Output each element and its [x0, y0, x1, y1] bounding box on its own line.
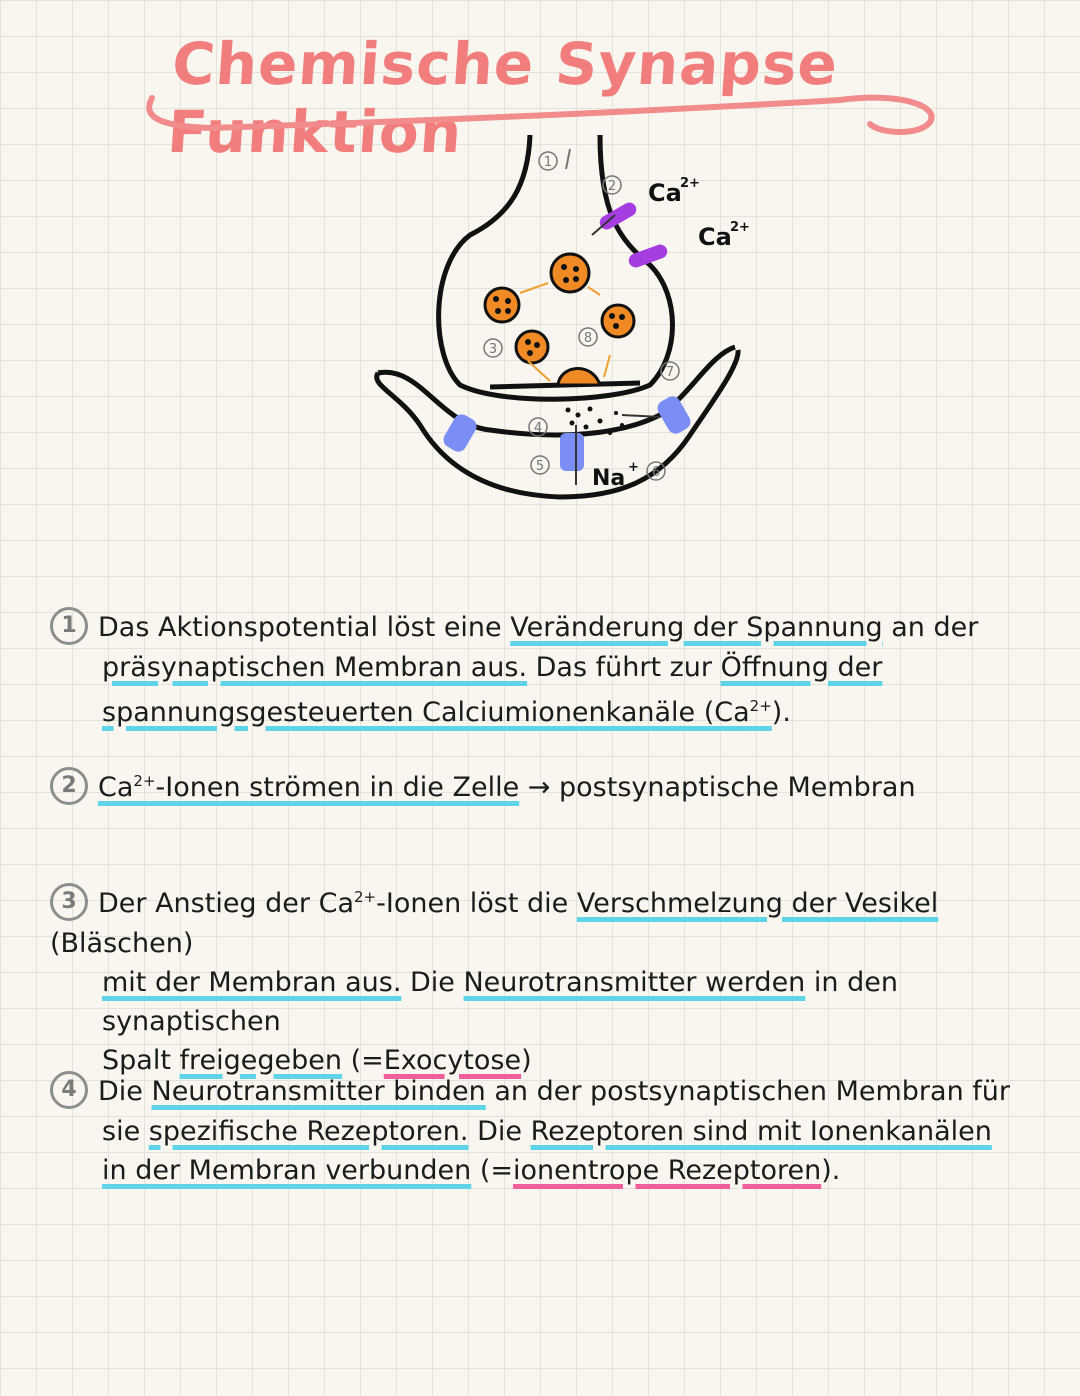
note-2 [50, 762, 1010, 808]
step-number-8: 8 [583, 331, 593, 346]
ca-charge-1: 2+ [680, 176, 700, 191]
note-4-term-ionotrop: ionentrope Rezeptoren [512, 1154, 822, 1186]
note-3-term-exocytose: Exocytose [383, 1044, 522, 1076]
note-3-text-a: Der Anstieg der $Ca^{2+}$-Ionen löst die [98, 888, 577, 919]
note-1-highlight-a: Veränderung der Spannung [510, 612, 883, 643]
note-3-text-d: in den synaptischen [102, 966, 898, 1037]
step-number-5: 5 [535, 459, 545, 474]
synapse-diagram [360, 125, 780, 515]
note-3-highlight-c: Neurotransmitter werden [463, 966, 806, 998]
note-3-text-f: (= [342, 1044, 384, 1076]
note-2-text: → postsynaptische Membran [519, 772, 916, 803]
note-4-highlight-a: Neurotransmitter binden [151, 1076, 486, 1107]
note-3-highlight-d: freigegeben [179, 1044, 342, 1076]
note-3-text-e: Spalt [102, 1044, 180, 1076]
note-3-text-b: (Bläschen) [50, 927, 194, 959]
note-3-text-c: Die [401, 966, 464, 998]
note-4-text-c: sie [102, 1115, 149, 1147]
note-4-highlight-c: Rezeptoren sind mit Ionenkanälen [530, 1115, 992, 1147]
step-number-6: 6 [651, 465, 661, 480]
ca-label-2: Ca [698, 223, 732, 251]
na-label: Na [592, 466, 626, 491]
step-number-1: 1 [543, 155, 553, 170]
step-badge-4: 4 [50, 1071, 88, 1109]
note-4-text-a: Die [98, 1076, 152, 1107]
note-3-highlight-a: Verschmelzung der Vesikel [576, 888, 939, 919]
note-2-highlight: $Ca^{2+}$-Ionen strömen in die Zelle [98, 772, 520, 803]
step-number-4: 4 [533, 421, 543, 436]
note-1-text-d: ). [771, 696, 791, 728]
step-badge-3: 3 [50, 883, 88, 921]
ca-charge-2: 2+ [730, 220, 750, 235]
note-4-text-e: (= [471, 1154, 513, 1186]
na-charge: + [628, 460, 639, 475]
note-3-text-g: ) [521, 1044, 532, 1076]
ca-label-1: Ca [648, 179, 682, 207]
step-badge-2: 2 [50, 767, 88, 805]
step-number-3: 3 [488, 342, 498, 357]
note-4-text-b: an der postsynaptischen Membran für [485, 1076, 1010, 1107]
note-3 [50, 878, 1010, 1080]
note-1-text-a: Das Aktionspotential löst eine [98, 612, 511, 643]
page-title: Chemische Synapse Funktion [165, 30, 841, 166]
step-number-2: 2 [607, 179, 617, 194]
note-1-highlight-c: Öffnung der [720, 651, 883, 683]
note-4-highlight-d: in der Membran verbunden [102, 1154, 472, 1186]
note-1-highlight-b: präsynaptischen Membran aus. [102, 651, 528, 683]
note-1-text-c: Das führt zur [527, 651, 721, 683]
step-badge-1: 1 [50, 607, 88, 645]
note-4-highlight-b: spezifische Rezeptoren. [148, 1115, 469, 1147]
note-1-highlight-d: spannungsgesteuerten Calciumionenkanäle ($Ca^{2+}$ [102, 696, 772, 728]
note-4-text-f: ). [821, 1154, 841, 1186]
note-4 [50, 1072, 1010, 1190]
note-3-highlight-b: mit der Membran aus. [102, 966, 402, 998]
note-1-text-b: an der [882, 612, 979, 643]
note-4-text-d: Die [468, 1115, 531, 1147]
note-1 [50, 608, 1010, 732]
step-number-7: 7 [665, 365, 675, 380]
